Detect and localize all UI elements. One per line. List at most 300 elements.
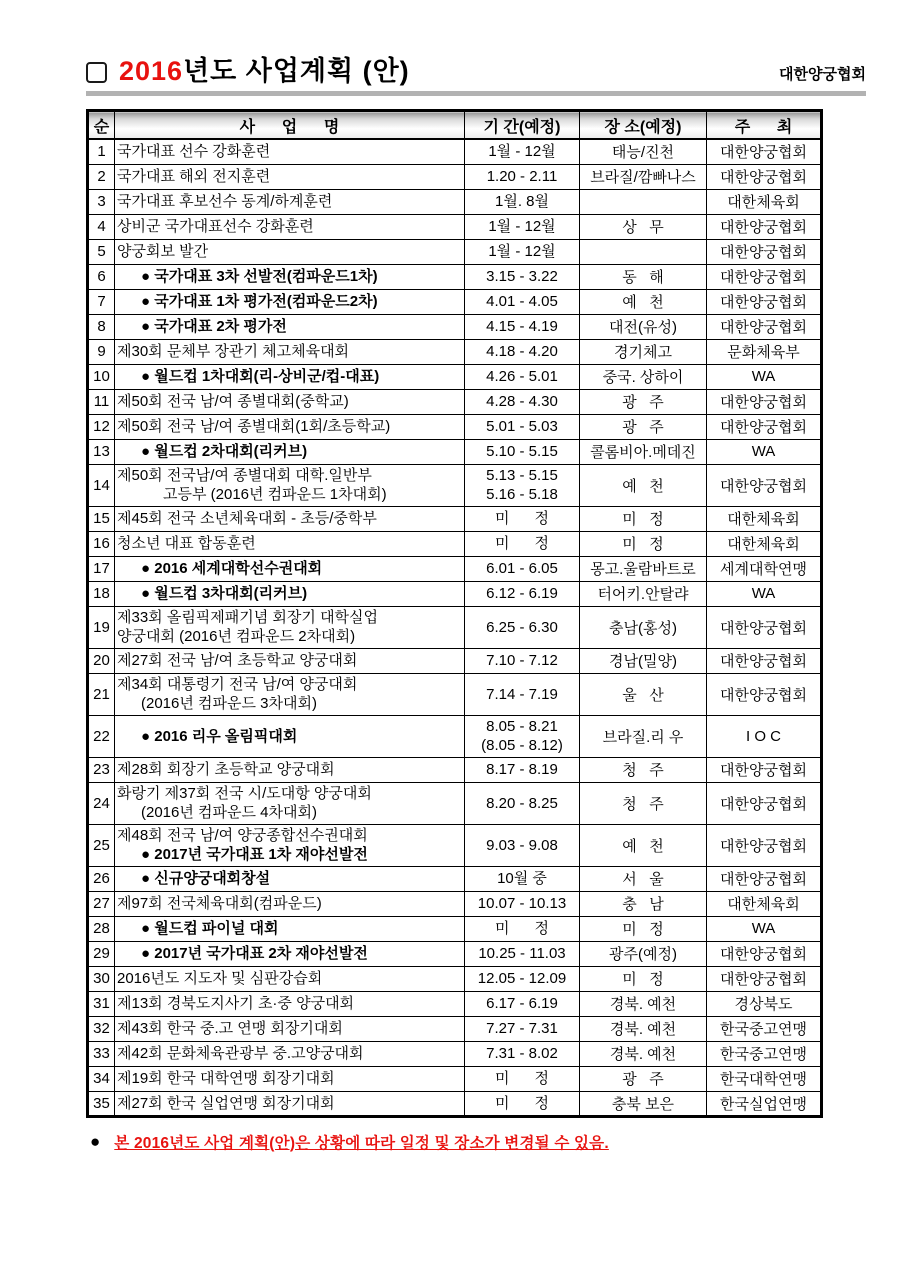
cell-place: 충북 보은 xyxy=(580,1091,707,1116)
table-row xyxy=(88,506,822,531)
project-name-line: 국가대표 후보선수 동계/하계훈련 xyxy=(117,193,333,210)
cell-period xyxy=(465,1091,580,1116)
cell-no: 32 xyxy=(88,1016,115,1041)
cell-period xyxy=(465,648,580,673)
cell-project-name xyxy=(115,606,465,648)
cell-host: 대한양궁협회 xyxy=(707,782,822,824)
cell-host: 대한체육회 xyxy=(707,531,822,556)
cell-host: 대한양궁협회 xyxy=(707,264,822,289)
cell-place: 울 산 xyxy=(580,673,707,715)
cell-no: 7 xyxy=(88,289,115,314)
cell-no: 5 xyxy=(88,239,115,264)
cell-no: 30 xyxy=(88,966,115,991)
project-name-line: 제19회 한국 대학연맹 회장기대회 xyxy=(117,1070,335,1087)
cell-project-name xyxy=(115,866,465,891)
cell-no: 6 xyxy=(88,264,115,289)
cell-place: 예 천 xyxy=(580,824,707,866)
project-name-line: 제50회 전국남/여 종별대회 대학.일반부 xyxy=(117,467,372,484)
cell-no: 8 xyxy=(88,314,115,339)
period-line: 4.28 - 4.30 xyxy=(486,393,558,410)
project-name-line: 제43회 한국 중.고 연맹 회장기대회 xyxy=(117,1020,343,1037)
cell-project-name xyxy=(115,916,465,941)
period-line: 5.13 - 5.15 xyxy=(486,467,558,484)
cell-project-name xyxy=(115,1016,465,1041)
project-name-line: 양궁회보 발간 xyxy=(117,243,209,260)
checkbox-icon xyxy=(86,62,107,83)
cell-place: 태능/진천 xyxy=(580,139,707,164)
period-line: 5.16 - 5.18 xyxy=(486,486,558,503)
cell-project-name xyxy=(115,531,465,556)
table-row xyxy=(88,339,822,364)
table-header-row xyxy=(88,111,822,140)
project-name-line: 제33회 올림픽제패기념 회장기 대학실업 xyxy=(117,609,379,626)
period-line: 6.17 - 6.19 xyxy=(486,995,558,1012)
period-line: 10.07 - 10.13 xyxy=(477,895,567,912)
period-line: 6.01 - 6.05 xyxy=(486,560,558,577)
cell-host: 대한양궁협회 xyxy=(707,289,822,314)
period-line: 8.20 - 8.25 xyxy=(486,794,558,812)
project-name-line: ● 2016 리우 올림픽대회 xyxy=(141,727,298,745)
cell-place: 경남(밀양) xyxy=(580,648,707,673)
project-name-line: (2016년 컴파운드 3차대회) xyxy=(141,695,317,712)
cell-host: 대한양궁협회 xyxy=(707,164,822,189)
project-name-line: ● 신규양궁대회창설 xyxy=(141,870,271,887)
cell-host: 한국중고연맹 xyxy=(707,1016,822,1041)
cell-host: 한국대학연맹 xyxy=(707,1066,822,1091)
cell-host: 한국실업연맹 xyxy=(707,1091,822,1116)
cell-project-name xyxy=(115,439,465,464)
period-line: 8.17 - 8.19 xyxy=(486,761,558,778)
cell-period xyxy=(465,164,580,189)
cell-period xyxy=(465,139,580,164)
cell-no: 31 xyxy=(88,991,115,1016)
footer-note-text: 본 2016년도 사업 계획(안)은 상황에 따라 일정 및 장소가 변경될 수 있음. xyxy=(114,1134,609,1152)
table-row xyxy=(88,941,822,966)
table-row xyxy=(88,556,822,581)
table-row xyxy=(88,189,822,214)
cell-project-name xyxy=(115,941,465,966)
cell-project-name xyxy=(115,464,465,506)
cell-period xyxy=(465,782,580,824)
cell-place: 미 정 xyxy=(580,531,707,556)
cell-place: 경북. 예천 xyxy=(580,1016,707,1041)
cell-no: 23 xyxy=(88,757,115,782)
project-name-line: 양궁대회 (2016년 컴파운드 2차대회) xyxy=(117,628,356,645)
cell-project-name xyxy=(115,966,465,991)
cell-period xyxy=(465,364,580,389)
project-name-line: ● 월드컵 3차대회(리커브) xyxy=(141,585,308,602)
table-row xyxy=(88,464,822,506)
project-name-line: 제42회 문화체육관광부 중.고양궁대회 xyxy=(117,1045,364,1062)
cell-project-name xyxy=(115,757,465,782)
cell-place: 터어키.안탈랴 xyxy=(580,581,707,606)
cell-period xyxy=(465,214,580,239)
cell-place: 광 주 xyxy=(580,389,707,414)
cell-no: 16 xyxy=(88,531,115,556)
project-name-line: 제50회 전국 남/여 종별대회(중학교) xyxy=(117,393,349,410)
cell-period xyxy=(465,556,580,581)
cell-place: 광주(예정) xyxy=(580,941,707,966)
project-name-line: ● 2017년 국가대표 2차 재야선발전 xyxy=(141,945,368,962)
cell-host: 대한양궁협회 xyxy=(707,757,822,782)
cell-host: 대한양궁협회 xyxy=(707,464,822,506)
cell-project-name xyxy=(115,782,465,824)
cell-project-name xyxy=(115,214,465,239)
cell-period xyxy=(465,581,580,606)
period-line: 7.14 - 7.19 xyxy=(486,685,558,703)
col-header-no: 순 xyxy=(88,111,115,140)
table-row xyxy=(88,364,822,389)
table-row xyxy=(88,966,822,991)
period-line: 4.18 - 4.20 xyxy=(486,343,558,360)
cell-period xyxy=(465,1041,580,1066)
cell-period xyxy=(465,531,580,556)
project-name-line: 국가대표 해외 전지훈련 xyxy=(117,168,271,185)
cell-project-name xyxy=(115,339,465,364)
project-name-line: 제28회 회장기 초등학교 양궁대회 xyxy=(117,761,335,778)
period-line: 미 정 xyxy=(495,535,549,552)
cell-project-name xyxy=(115,506,465,531)
table-row xyxy=(88,389,822,414)
cell-host: 한국중고연맹 xyxy=(707,1041,822,1066)
cell-no: 20 xyxy=(88,648,115,673)
cell-no: 3 xyxy=(88,189,115,214)
project-name-line: 제34회 대통령기 전국 남/여 양궁대회 xyxy=(117,676,358,693)
cell-period xyxy=(465,891,580,916)
cell-project-name xyxy=(115,389,465,414)
cell-project-name xyxy=(115,581,465,606)
cell-place: 예 천 xyxy=(580,289,707,314)
table-row xyxy=(88,531,822,556)
footer-note xyxy=(86,1131,870,1153)
cell-project-name xyxy=(115,824,465,866)
cell-project-name xyxy=(115,1041,465,1066)
cell-place xyxy=(580,189,707,214)
period-line: 미 정 xyxy=(495,1070,549,1087)
period-line: 4.26 - 5.01 xyxy=(486,368,558,385)
cell-no: 28 xyxy=(88,916,115,941)
cell-period xyxy=(465,389,580,414)
cell-place: 충남(홍성) xyxy=(580,606,707,648)
cell-no: 34 xyxy=(88,1066,115,1091)
cell-place: 콜롬비아.메데진 xyxy=(580,439,707,464)
cell-period xyxy=(465,606,580,648)
cell-project-name xyxy=(115,164,465,189)
cell-period xyxy=(465,715,580,757)
cell-period xyxy=(465,866,580,891)
cell-period xyxy=(465,414,580,439)
table-row xyxy=(88,782,822,824)
cell-no: 35 xyxy=(88,1091,115,1116)
cell-period xyxy=(465,239,580,264)
cell-host: 대한체육회 xyxy=(707,189,822,214)
cell-no: 21 xyxy=(88,673,115,715)
table-row xyxy=(88,606,822,648)
project-name-line: 국가대표 선수 강화훈련 xyxy=(117,143,271,161)
table-row xyxy=(88,757,822,782)
table-row xyxy=(88,991,822,1016)
cell-host: WA xyxy=(707,916,822,941)
cell-no: 24 xyxy=(88,782,115,824)
cell-period xyxy=(465,189,580,214)
cell-no: 33 xyxy=(88,1041,115,1066)
cell-no: 26 xyxy=(88,866,115,891)
cell-host: 대한양궁협회 xyxy=(707,139,822,164)
cell-period xyxy=(465,506,580,531)
cell-place: 예 천 xyxy=(580,464,707,506)
project-name-line: 제30회 문체부 장관기 체고체육대회 xyxy=(117,343,350,360)
table-row xyxy=(88,414,822,439)
project-name-line: ● 월드컵 2차대회(리커브) xyxy=(141,443,308,460)
cell-host: WA xyxy=(707,364,822,389)
period-line: 1월 - 12월 xyxy=(488,218,556,235)
cell-project-name xyxy=(115,1066,465,1091)
cell-project-name xyxy=(115,264,465,289)
cell-place: 미 정 xyxy=(580,506,707,531)
cell-period xyxy=(465,1016,580,1041)
cell-period xyxy=(465,264,580,289)
cell-period xyxy=(465,757,580,782)
period-line: 1월. 8월 xyxy=(495,193,549,210)
project-name-line: ● 국가대표 2차 평가전 xyxy=(141,318,287,335)
cell-place: 광 주 xyxy=(580,414,707,439)
table-row xyxy=(88,1091,822,1116)
project-name-line: 청소년 대표 합동훈련 xyxy=(117,535,256,552)
period-line: 10월 중 xyxy=(497,870,547,887)
table-row xyxy=(88,824,822,866)
period-line: 3.15 - 3.22 xyxy=(486,268,558,285)
cell-project-name xyxy=(115,715,465,757)
cell-no: 14 xyxy=(88,464,115,506)
cell-project-name xyxy=(115,364,465,389)
period-line: 1월 - 12월 xyxy=(488,243,556,260)
cell-no: 11 xyxy=(88,389,115,414)
cell-project-name xyxy=(115,1091,465,1116)
period-line: 7.31 - 8.02 xyxy=(486,1045,558,1062)
cell-no: 25 xyxy=(88,824,115,866)
cell-no: 19 xyxy=(88,606,115,648)
cell-period xyxy=(465,1066,580,1091)
cell-place: 서 울 xyxy=(580,866,707,891)
cell-project-name xyxy=(115,239,465,264)
project-name-line: 제27회 전국 남/여 초등학교 양궁대회 xyxy=(117,652,358,669)
table-row xyxy=(88,1041,822,1066)
project-name-line: 제13회 경북도지사기 초·중 양궁대회 xyxy=(117,995,355,1012)
project-name-line: 2016년도 지도자 및 심판강습회 xyxy=(117,970,323,987)
cell-no: 15 xyxy=(88,506,115,531)
period-line: 12.05 - 12.09 xyxy=(477,970,567,987)
cell-host: 대한양궁협회 xyxy=(707,824,822,866)
table-row xyxy=(88,314,822,339)
cell-no: 9 xyxy=(88,339,115,364)
table-row xyxy=(88,581,822,606)
title-block xyxy=(86,56,410,86)
table-row xyxy=(88,715,822,757)
period-line: 5.01 - 5.03 xyxy=(486,418,558,435)
table-row xyxy=(88,264,822,289)
project-name-line: ● 2016 세계대학선수권대회 xyxy=(141,560,323,577)
project-name-line: 제50회 전국 남/여 종별대회(1회/초등학교) xyxy=(117,418,391,435)
cell-project-name xyxy=(115,414,465,439)
col-header-period: 기 간(예정) xyxy=(465,111,580,140)
period-line: (8.05 - 8.12) xyxy=(481,737,563,754)
cell-no: 13 xyxy=(88,439,115,464)
project-name-line: 제97회 전국체육대회(컴파운드) xyxy=(117,895,322,912)
period-line: 미 정 xyxy=(495,920,549,937)
period-line: 4.01 - 4.05 xyxy=(486,293,558,310)
cell-no: 4 xyxy=(88,214,115,239)
cell-host: 대한양궁협회 xyxy=(707,414,822,439)
period-line: 9.03 - 9.08 xyxy=(486,836,558,854)
cell-place: 경북. 예천 xyxy=(580,1041,707,1066)
project-name-line: 제27회 한국 실업연맹 회장기대회 xyxy=(117,1094,335,1112)
cell-place: 광 주 xyxy=(580,1066,707,1091)
project-name-line: 화랑기 제37회 전국 시/도대항 양궁대회 xyxy=(117,785,372,802)
period-line: 5.10 - 5.15 xyxy=(486,443,558,460)
cell-period xyxy=(465,464,580,506)
cell-host: 대한양궁협회 xyxy=(707,239,822,264)
cell-period xyxy=(465,314,580,339)
table-row xyxy=(88,891,822,916)
cell-host: WA xyxy=(707,581,822,606)
table-body xyxy=(88,139,822,1116)
cell-host: 문화체육부 xyxy=(707,339,822,364)
cell-project-name xyxy=(115,189,465,214)
cell-project-name xyxy=(115,991,465,1016)
cell-place: 대전(유성) xyxy=(580,314,707,339)
cell-host: 대한양궁협회 xyxy=(707,866,822,891)
cell-period xyxy=(465,439,580,464)
period-line: 8.05 - 8.21 xyxy=(486,718,558,735)
cell-host: 대한체육회 xyxy=(707,891,822,916)
cell-host: 대한양궁협회 xyxy=(707,673,822,715)
cell-place: 청 주 xyxy=(580,757,707,782)
table-row xyxy=(88,214,822,239)
cell-host: I O C xyxy=(707,715,822,757)
cell-project-name xyxy=(115,891,465,916)
bullet-icon: ● xyxy=(90,1132,101,1151)
cell-host: WA xyxy=(707,439,822,464)
cell-no: 1 xyxy=(88,139,115,164)
cell-place: 몽고.울람바트로 xyxy=(580,556,707,581)
project-name-line: ● 월드컵 1차대회(리-상비군/컵-대표) xyxy=(141,368,380,385)
table-row xyxy=(88,139,822,164)
project-name-line: ● 2017년 국가대표 1차 재야선발전 xyxy=(141,846,368,863)
project-name-line: ● 월드컵 파이널 대회 xyxy=(141,920,279,937)
cell-place xyxy=(580,239,707,264)
cell-place: 미 정 xyxy=(580,916,707,941)
page-title xyxy=(119,56,410,86)
col-header-place: 장 소(예정) xyxy=(580,111,707,140)
period-line: 1월 - 12월 xyxy=(488,143,556,161)
cell-host: 경상북도 xyxy=(707,991,822,1016)
cell-place: 동 해 xyxy=(580,264,707,289)
cell-no: 12 xyxy=(88,414,115,439)
col-header-name: 사 업 명 xyxy=(115,111,465,140)
cell-no: 27 xyxy=(88,891,115,916)
cell-project-name xyxy=(115,648,465,673)
cell-project-name xyxy=(115,314,465,339)
project-name-line: 고등부 (2016년 컴파운드 1차대회) xyxy=(163,486,387,503)
cell-period xyxy=(465,916,580,941)
cell-period xyxy=(465,289,580,314)
cell-no: 17 xyxy=(88,556,115,581)
cell-period xyxy=(465,339,580,364)
period-line: 7.27 - 7.31 xyxy=(486,1020,558,1037)
cell-place: 경기체고 xyxy=(580,339,707,364)
org-name: 대한양궁협회 xyxy=(779,66,866,83)
period-line: 4.15 - 4.19 xyxy=(486,318,558,335)
schedule-table xyxy=(86,109,823,1118)
cell-period xyxy=(465,966,580,991)
cell-place: 경북. 예천 xyxy=(580,991,707,1016)
cell-project-name xyxy=(115,139,465,164)
table-row xyxy=(88,648,822,673)
table-header xyxy=(88,111,822,140)
cell-period xyxy=(465,673,580,715)
cell-host: 대한체육회 xyxy=(707,506,822,531)
cell-no: 22 xyxy=(88,715,115,757)
cell-host: 대한양궁협회 xyxy=(707,966,822,991)
cell-period xyxy=(465,824,580,866)
table-row xyxy=(88,1066,822,1091)
table-row xyxy=(88,439,822,464)
period-line: 7.10 - 7.12 xyxy=(486,652,558,669)
cell-period xyxy=(465,991,580,1016)
project-name-line: 상비군 국가대표선수 강화훈련 xyxy=(117,218,314,235)
project-name-line: ● 국가대표 3차 선발전(컴파운드1차) xyxy=(141,268,378,285)
cell-host: 대한양궁협회 xyxy=(707,214,822,239)
cell-no: 18 xyxy=(88,581,115,606)
period-line: 미 정 xyxy=(495,510,549,527)
cell-place: 충 남 xyxy=(580,891,707,916)
table-row xyxy=(88,673,822,715)
cell-project-name xyxy=(115,673,465,715)
cell-no: 2 xyxy=(88,164,115,189)
period-line: 1.20 - 2.11 xyxy=(486,168,558,185)
cell-project-name xyxy=(115,556,465,581)
cell-host: 대한양궁협회 xyxy=(707,606,822,648)
cell-host: 대한양궁협회 xyxy=(707,648,822,673)
cell-place: 브라질/깜빠나스 xyxy=(580,164,707,189)
table-row xyxy=(88,164,822,189)
cell-no: 29 xyxy=(88,941,115,966)
cell-place: 상 무 xyxy=(580,214,707,239)
title-year: 2016 xyxy=(119,56,184,86)
project-name-line: 제45회 전국 소년체육대회 - 초등/중학부 xyxy=(117,510,377,527)
cell-period xyxy=(465,941,580,966)
table-row xyxy=(88,866,822,891)
cell-place: 청 주 xyxy=(580,782,707,824)
period-line: 10.25 - 11.03 xyxy=(478,945,566,962)
period-line: 6.12 - 6.19 xyxy=(486,585,558,602)
cell-project-name xyxy=(115,289,465,314)
table-row xyxy=(88,1016,822,1041)
table-row xyxy=(88,289,822,314)
period-line: 6.25 - 6.30 xyxy=(486,618,558,636)
title-text: 년도 사업계획 (안) xyxy=(183,56,410,86)
cell-no: 10 xyxy=(88,364,115,389)
cell-host: 대한양궁협회 xyxy=(707,389,822,414)
cell-host: 세계대학연맹 xyxy=(707,556,822,581)
col-header-host: 주 최 xyxy=(707,111,822,140)
cell-host: 대한양궁협회 xyxy=(707,941,822,966)
cell-host: 대한양궁협회 xyxy=(707,314,822,339)
period-line: 미 정 xyxy=(495,1094,549,1112)
table-row xyxy=(88,239,822,264)
project-name-line: (2016년 컴파운드 4차대회) xyxy=(141,804,317,821)
project-name-line: 제48회 전국 남/여 양궁종합선수권대회 xyxy=(117,827,368,844)
